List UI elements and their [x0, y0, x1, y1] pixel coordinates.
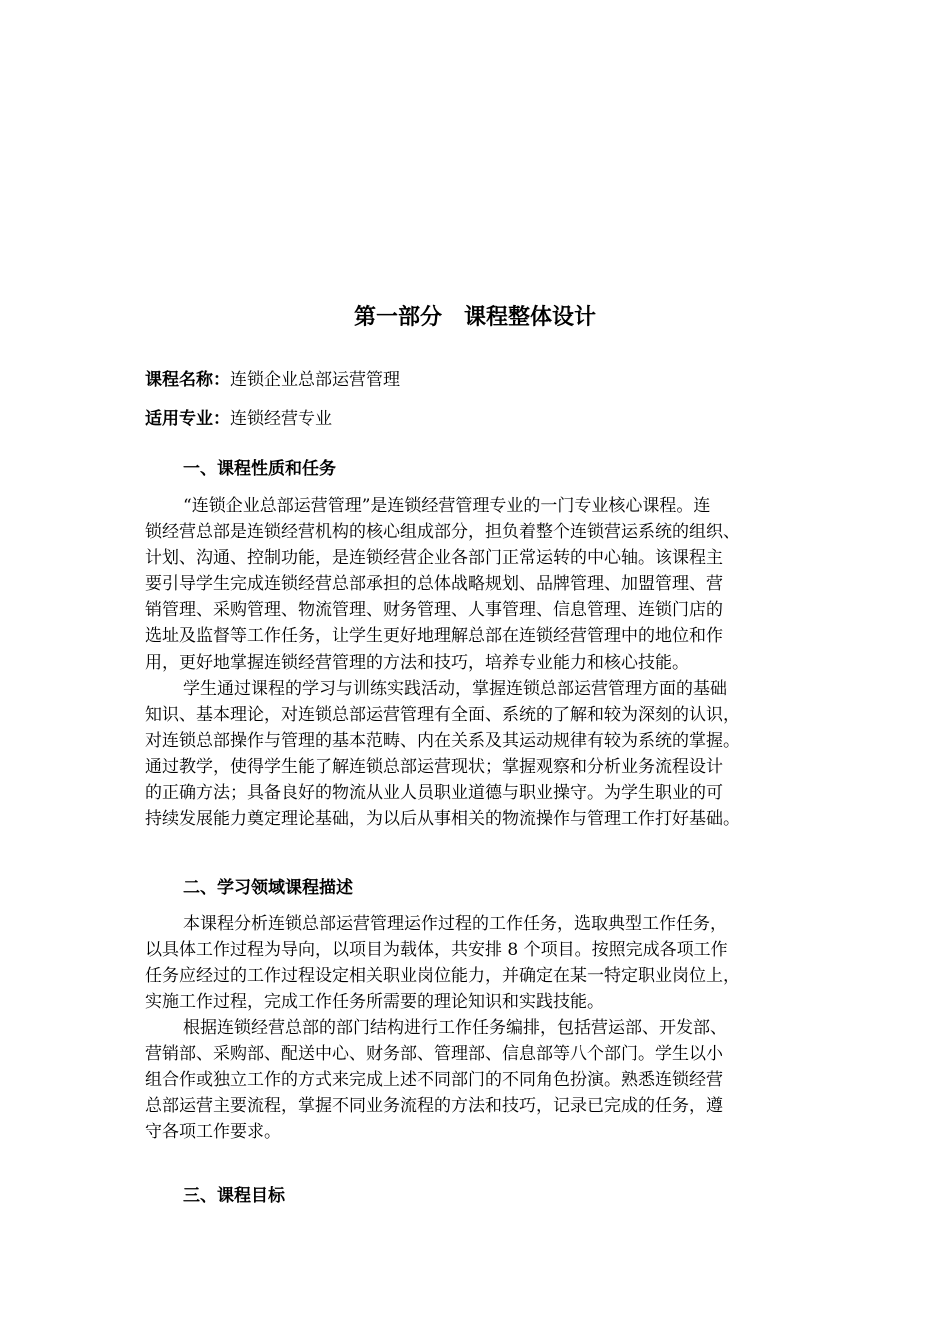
paragraph-line: 知识、基本理论，对连锁总部运营管理有全面、系统的了解和较为深刻的认识， [145, 705, 740, 726]
course-name-line [145, 367, 400, 393]
paragraph-line: 销管理、采购管理、物流管理、财务管理、人事管理、信息管理、连锁门店的 [145, 600, 723, 621]
paragraph-line: 本课程分析连锁总部运营管理运作过程的工作任务，选取典型工作任务， [183, 914, 727, 934]
paragraph-line: 守各项工作要求。 [145, 1122, 281, 1143]
paragraph-line: “连锁企业总部运营管理”是连锁经营管理专业的一门专业核心课程。连 [183, 496, 711, 516]
paragraph-line: 实施工作过程，完成工作任务所需要的理论知识和实践技能。 [145, 992, 604, 1013]
part-title: 第一部分 课程整体设计 [353, 305, 596, 330]
paragraph [145, 1015, 815, 1145]
paragraph-line: 任务应经过的工作过程设定相关职业岗位能力，并确定在某一特定职业岗位上， [145, 966, 740, 987]
section-heading-nature: 一、课程性质和任务 [183, 459, 336, 479]
paragraph-line: 持续发展能力奠定理论基础，为以后从事相关的物流操作与管理工作打好基础。 [145, 809, 740, 830]
section-heading-description: 二、学习领域课程描述 [183, 878, 353, 898]
paragraph-line: 的正确方法；具备良好的物流从业人员职业道德与职业操守。为学生职业的可 [145, 783, 723, 804]
paragraph-line: 以具体工作过程为导向，以项目为载体，共安排 8 个项目。按照完成各项工作 [145, 940, 728, 961]
paragraph-line: 用，更好地掌握连锁经营管理的方法和技巧，培养专业能力和核心技能。 [145, 652, 689, 673]
major-value: 连锁经营专业 [230, 409, 332, 429]
paragraph [145, 911, 815, 1015]
paragraph [145, 493, 815, 676]
paragraph-line: 通过教学，使得学生能了解连锁总部运营现状；掌握观察和分析业务流程设计 [145, 757, 723, 778]
paragraph-line: 根据连锁经营总部的部门结构进行工作任务编排，包括营运部、开发部、 [183, 1018, 727, 1038]
paragraph-line: 组合作或独立工作的方式来完成上述不同部门的不同角色扮演。熟悉连锁经营 [145, 1070, 723, 1091]
paragraph-line: 总部运营主要流程，掌握不同业务流程的方法和技巧，记录已完成的任务，遵 [145, 1096, 723, 1117]
section-heading-objectives: 三、课程目标 [183, 1186, 285, 1206]
paragraph-line: 对连锁总部操作与管理的基本范畴、内在关系及其运动规律有较为系统的掌握。 [145, 731, 740, 752]
paragraph-line: 选址及监督等工作任务，让学生更好地理解总部在连锁经营管理中的地位和作 [145, 626, 723, 647]
paragraph-line: 学生通过课程的学习与训练实践活动，掌握连锁总部运营管理方面的基础 [183, 679, 727, 699]
major-label: 适用专业： [145, 409, 230, 429]
paragraph [145, 676, 815, 833]
paragraph-line: 营销部、采购部、配送中心、财务部、管理部、信息部等八个部门。学生以小 [145, 1044, 723, 1065]
course-name-label: 课程名称： [145, 370, 230, 390]
major-line [145, 406, 332, 432]
paragraph-line: 要引导学生完成连锁经营总部承担的总体战略规划、品牌管理、加盟管理、营 [145, 574, 723, 595]
paragraph-line: 锁经营总部是连锁经营机构的核心组成部分，担负着整个连锁营运系统的组织、 [145, 522, 740, 543]
course-name-value: 连锁企业总部运营管理 [230, 370, 400, 390]
paragraph-line: 计划、沟通、控制功能，是连锁经营企业各部门正常运转的中心轴。该课程主 [145, 548, 723, 569]
